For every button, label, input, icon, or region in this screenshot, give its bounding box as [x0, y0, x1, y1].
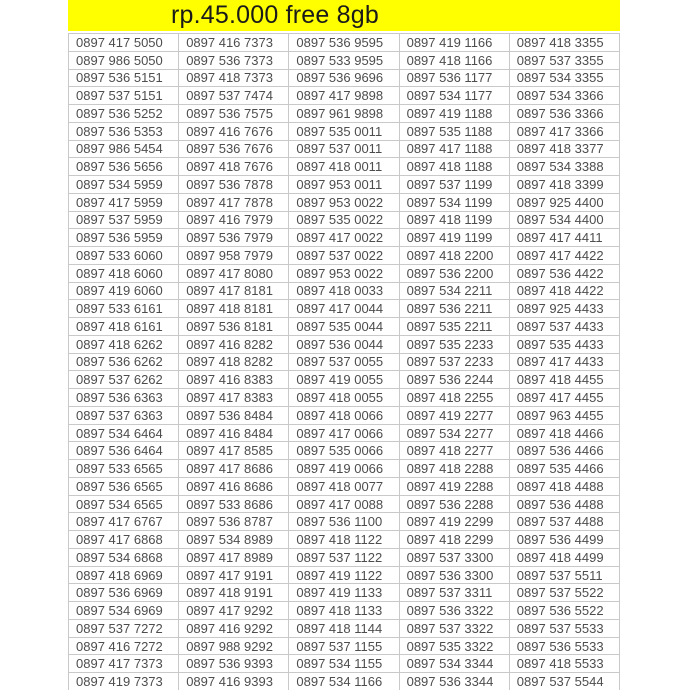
- phone-cell: 0897 536 7979: [179, 229, 289, 247]
- phone-cell: 0897 417 4422: [510, 247, 620, 265]
- phone-cell: 0897 417 8686: [179, 460, 289, 478]
- phone-cell: 0897 535 0066: [289, 442, 399, 460]
- phone-cell: 0897 534 6464: [69, 425, 179, 443]
- phone-cell: 0897 534 2277: [400, 425, 510, 443]
- phone-cell: 0897 534 1166: [289, 673, 399, 690]
- phone-cell: 0897 419 2299: [400, 513, 510, 531]
- phone-cell: 0897 419 0066: [289, 460, 399, 478]
- phone-cell: 0897 417 4411: [510, 229, 620, 247]
- phone-cell: 0897 536 1100: [289, 513, 399, 531]
- phone-cell: 0897 533 6565: [69, 460, 179, 478]
- phone-cell: 0897 418 2255: [400, 389, 510, 407]
- phone-cell: 0897 536 6464: [69, 442, 179, 460]
- phone-cell: 0897 958 7979: [179, 247, 289, 265]
- phone-cell: 0897 536 5522: [510, 602, 620, 620]
- phone-cell: 0897 536 3366: [510, 105, 620, 123]
- phone-cell: 0897 417 8585: [179, 442, 289, 460]
- phone-cell: 0897 534 1177: [400, 87, 510, 105]
- phone-cell: 0897 418 2299: [400, 531, 510, 549]
- phone-cell: 0897 536 7575: [179, 105, 289, 123]
- phone-cell: 0897 418 0077: [289, 478, 399, 496]
- phone-cell: 0897 986 5050: [69, 52, 179, 70]
- phone-cell: 0897 417 8080: [179, 265, 289, 283]
- phone-cell: 0897 533 8686: [179, 496, 289, 514]
- phone-cell: 0897 416 9393: [179, 673, 289, 690]
- phone-cell: 0897 536 6969: [69, 584, 179, 602]
- phone-cell: 0897 537 3355: [510, 52, 620, 70]
- phone-cell: 0897 534 1155: [289, 655, 399, 673]
- phone-cell: 0897 418 3377: [510, 141, 620, 159]
- phone-cell: 0897 419 1188: [400, 105, 510, 123]
- phone-cell: 0897 536 8181: [179, 318, 289, 336]
- phone-cell: 0897 535 4433: [510, 336, 620, 354]
- phone-cell: 0897 536 9393: [179, 655, 289, 673]
- phone-cell: 0897 536 6565: [69, 478, 179, 496]
- phone-cell: 0897 536 4422: [510, 265, 620, 283]
- phone-cell: 0897 536 4466: [510, 442, 620, 460]
- phone-cell: 0897 417 0022: [289, 229, 399, 247]
- phone-cell: 0897 537 2233: [400, 354, 510, 372]
- phone-cell: 0897 961 9898: [289, 105, 399, 123]
- phone-cell: 0897 417 0044: [289, 300, 399, 318]
- phone-cell: 0897 534 3355: [510, 70, 620, 88]
- phone-cell: 0897 986 5454: [69, 141, 179, 159]
- phone-cell: 0897 535 4466: [510, 460, 620, 478]
- phone-cell: 0897 418 0055: [289, 389, 399, 407]
- phone-cell: 0897 419 1166: [400, 34, 510, 52]
- phone-cell: 0897 534 6969: [69, 602, 179, 620]
- phone-cell: 0897 536 5533: [510, 638, 620, 656]
- phone-cell: 0897 536 3300: [400, 567, 510, 585]
- phone-cell: 0897 417 7373: [69, 655, 179, 673]
- phone-cell: 0897 419 1122: [289, 567, 399, 585]
- phone-cell: 0897 416 7373: [179, 34, 289, 52]
- phone-cell: 0897 537 3322: [400, 620, 510, 638]
- phone-cell: 0897 535 0044: [289, 318, 399, 336]
- phone-cell: 0897 536 1177: [400, 70, 510, 88]
- phone-cell: 0897 418 1188: [400, 158, 510, 176]
- phone-cell: 0897 417 1188: [400, 141, 510, 159]
- phone-cell: 0897 418 1122: [289, 531, 399, 549]
- phone-cell: 0897 536 2200: [400, 265, 510, 283]
- phone-cell: 0897 416 8383: [179, 371, 289, 389]
- phone-cell: 0897 418 3355: [510, 34, 620, 52]
- phone-cell: 0897 416 8686: [179, 478, 289, 496]
- phone-cell: 0897 925 4400: [510, 194, 620, 212]
- phone-cell: 0897 536 8787: [179, 513, 289, 531]
- phone-cell: 0897 537 0022: [289, 247, 399, 265]
- phone-cell: 0897 417 8383: [179, 389, 289, 407]
- phone-cell: 0897 536 4488: [510, 496, 620, 514]
- phone-cell: 0897 534 2211: [400, 283, 510, 301]
- phone-cell: 0897 953 0011: [289, 176, 399, 194]
- phone-cell: 0897 419 1199: [400, 229, 510, 247]
- phone-cell: 0897 536 6262: [69, 354, 179, 372]
- phone-cell: 0897 418 4422: [510, 283, 620, 301]
- phone-cell: 0897 537 3300: [400, 549, 510, 567]
- phone-cell: 0897 953 0022: [289, 265, 399, 283]
- phone-cell: 0897 534 3366: [510, 87, 620, 105]
- phone-cell: 0897 418 4499: [510, 549, 620, 567]
- phone-cell: 0897 418 4488: [510, 478, 620, 496]
- phone-cell: 0897 537 3311: [400, 584, 510, 602]
- phone-cell: 0897 536 3344: [400, 673, 510, 690]
- phone-cell: 0897 536 7878: [179, 176, 289, 194]
- phone-cell: 0897 536 5151: [69, 70, 179, 88]
- phone-cell: 0897 417 0066: [289, 425, 399, 443]
- phone-cell: 0897 417 5050: [69, 34, 179, 52]
- phone-cell: 0897 536 8484: [179, 407, 289, 425]
- phone-cell: 0897 537 7474: [179, 87, 289, 105]
- phone-cell: 0897 419 0055: [289, 371, 399, 389]
- phone-cell: 0897 418 3399: [510, 176, 620, 194]
- phone-cell: 0897 536 5959: [69, 229, 179, 247]
- phone-cell: 0897 419 2277: [400, 407, 510, 425]
- phone-cell: 0897 418 0066: [289, 407, 399, 425]
- phone-cell: 0897 537 5511: [510, 567, 620, 585]
- phone-cell: 0897 417 3366: [510, 123, 620, 141]
- phone-cell: 0897 536 5252: [69, 105, 179, 123]
- phone-cell: 0897 418 6969: [69, 567, 179, 585]
- phone-cell: 0897 953 0022: [289, 194, 399, 212]
- phone-cell: 0897 418 2200: [400, 247, 510, 265]
- phone-cell: 0897 537 6363: [69, 407, 179, 425]
- phone-cell: 0897 537 5544: [510, 673, 620, 690]
- phone-cell: 0897 537 4488: [510, 513, 620, 531]
- phone-cell: 0897 417 8181: [179, 283, 289, 301]
- phone-cell: 0897 418 5533: [510, 655, 620, 673]
- phone-cell: 0897 537 5533: [510, 620, 620, 638]
- phone-cell: 0897 418 0033: [289, 283, 399, 301]
- phone-cell: 0897 416 7272: [69, 638, 179, 656]
- phone-cell: 0897 418 9191: [179, 584, 289, 602]
- phone-cell: 0897 537 4433: [510, 318, 620, 336]
- phone-cell: 0897 537 1199: [400, 176, 510, 194]
- phone-cell: 0897 537 6262: [69, 371, 179, 389]
- phone-cell: 0897 419 2288: [400, 478, 510, 496]
- phone-cell: 0897 417 6767: [69, 513, 179, 531]
- phone-cell: 0897 416 7676: [179, 123, 289, 141]
- phone-cell: 0897 533 6060: [69, 247, 179, 265]
- phone-cell: 0897 417 6868: [69, 531, 179, 549]
- phone-cell: 0897 536 9696: [289, 70, 399, 88]
- phone-cell: 0897 417 4455: [510, 389, 620, 407]
- phone-cell: 0897 536 2288: [400, 496, 510, 514]
- phone-cell: 0897 534 4400: [510, 212, 620, 230]
- phone-cell: 0897 416 8484: [179, 425, 289, 443]
- phone-cell: 0897 418 7373: [179, 70, 289, 88]
- phone-cell: 0897 419 6060: [69, 283, 179, 301]
- phone-cell: 0897 419 7373: [69, 673, 179, 690]
- phone-cell: 0897 534 3344: [400, 655, 510, 673]
- phone-cell: 0897 536 2211: [400, 300, 510, 318]
- phone-cell: 0897 418 7676: [179, 158, 289, 176]
- phone-cell: 0897 418 6060: [69, 265, 179, 283]
- phone-cell: 0897 925 4433: [510, 300, 620, 318]
- phone-cell: 0897 537 5959: [69, 212, 179, 230]
- phone-cell: 0897 417 9898: [289, 87, 399, 105]
- phone-cell: 0897 418 8181: [179, 300, 289, 318]
- price-banner-title: rp.45.000 free 8gb: [171, 1, 379, 29]
- phone-cell: 0897 418 6262: [69, 336, 179, 354]
- phone-cell: 0897 418 2288: [400, 460, 510, 478]
- phone-cell: 0897 535 2211: [400, 318, 510, 336]
- phone-cell: 0897 536 7676: [179, 141, 289, 159]
- phone-cell: 0897 536 3322: [400, 602, 510, 620]
- phone-cell: 0897 536 9595: [289, 34, 399, 52]
- phone-cell: 0897 535 0022: [289, 212, 399, 230]
- phone-cell: 0897 537 5522: [510, 584, 620, 602]
- phone-cell: 0897 534 1199: [400, 194, 510, 212]
- phone-cell: 0897 963 4455: [510, 407, 620, 425]
- price-banner: [68, 0, 620, 31]
- phone-cell: 0897 537 1122: [289, 549, 399, 567]
- phone-cell: 0897 417 4433: [510, 354, 620, 372]
- phone-cell: 0897 418 1144: [289, 620, 399, 638]
- phone-cell: 0897 537 5151: [69, 87, 179, 105]
- phone-cell: 0897 419 1133: [289, 584, 399, 602]
- phone-cell: 0897 416 7979: [179, 212, 289, 230]
- phone-cell: 0897 535 2233: [400, 336, 510, 354]
- phone-cell: 0897 418 8282: [179, 354, 289, 372]
- phone-cell: 0897 534 8989: [179, 531, 289, 549]
- phone-cell: 0897 537 0011: [289, 141, 399, 159]
- phone-cell: 0897 536 4499: [510, 531, 620, 549]
- phone-cell: 0897 416 8282: [179, 336, 289, 354]
- phone-number-table: [68, 33, 620, 690]
- phone-cell: 0897 536 5353: [69, 123, 179, 141]
- phone-cell: 0897 418 1166: [400, 52, 510, 70]
- phone-cell: 0897 418 4455: [510, 371, 620, 389]
- phone-cell: 0897 535 3322: [400, 638, 510, 656]
- phone-cell: 0897 536 2244: [400, 371, 510, 389]
- phone-cell: 0897 988 9292: [179, 638, 289, 656]
- phone-cell: 0897 418 1133: [289, 602, 399, 620]
- phone-cell: 0897 536 7373: [179, 52, 289, 70]
- phone-cell: 0897 418 1199: [400, 212, 510, 230]
- phone-cell: 0897 533 6161: [69, 300, 179, 318]
- phone-cell: 0897 537 7272: [69, 620, 179, 638]
- phone-cell: 0897 417 5959: [69, 194, 179, 212]
- phone-cell: 0897 417 9191: [179, 567, 289, 585]
- phone-cell: 0897 537 1155: [289, 638, 399, 656]
- phone-cell: 0897 535 0011: [289, 123, 399, 141]
- phone-cell: 0897 537 0055: [289, 354, 399, 372]
- phone-cell: 0897 533 9595: [289, 52, 399, 70]
- phone-cell: 0897 417 8989: [179, 549, 289, 567]
- phone-cell: 0897 417 9292: [179, 602, 289, 620]
- phone-cell: 0897 418 4466: [510, 425, 620, 443]
- phone-cell: 0897 418 6161: [69, 318, 179, 336]
- phone-cell: 0897 416 9292: [179, 620, 289, 638]
- phone-cell: 0897 534 3388: [510, 158, 620, 176]
- phone-cell: 0897 536 6363: [69, 389, 179, 407]
- phone-cell: 0897 534 5959: [69, 176, 179, 194]
- phone-cell: 0897 536 5656: [69, 158, 179, 176]
- phone-cell: 0897 534 6565: [69, 496, 179, 514]
- phone-cell: 0897 417 7878: [179, 194, 289, 212]
- phone-cell: 0897 536 0044: [289, 336, 399, 354]
- phone-cell: 0897 418 0011: [289, 158, 399, 176]
- phone-cell: 0897 535 1188: [400, 123, 510, 141]
- phone-cell: 0897 534 6868: [69, 549, 179, 567]
- phone-cell: 0897 417 0088: [289, 496, 399, 514]
- phone-cell: 0897 418 2277: [400, 442, 510, 460]
